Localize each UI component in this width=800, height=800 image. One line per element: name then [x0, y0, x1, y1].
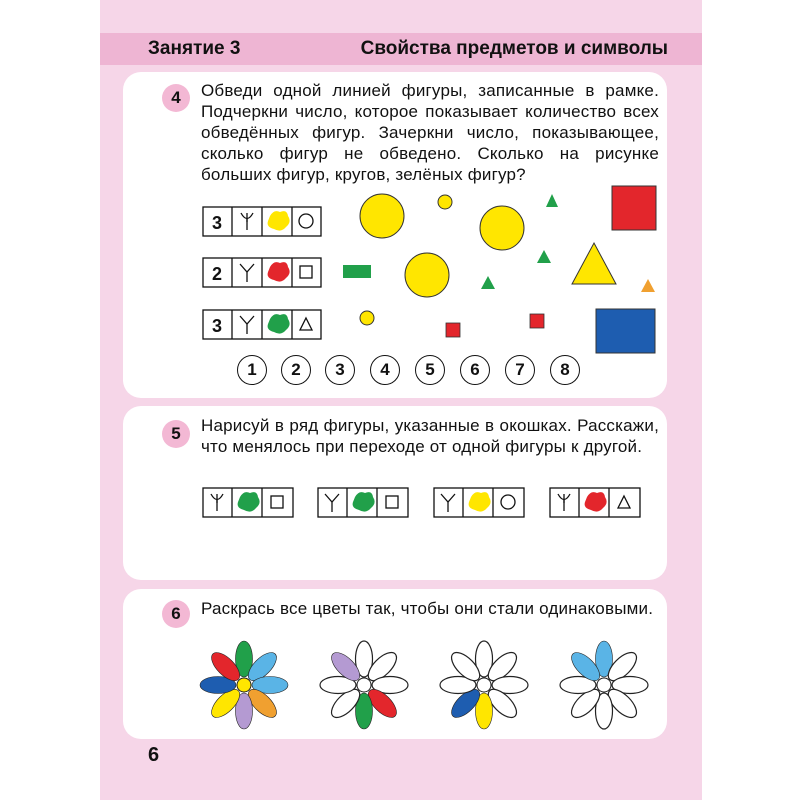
flower-1[interactable]	[200, 641, 288, 729]
flower-4[interactable]	[560, 641, 648, 729]
lesson-title: Занятие 3	[148, 38, 241, 59]
number-circle-5[interactable]: 5	[415, 355, 445, 385]
number-circle-3[interactable]: 3	[325, 355, 355, 385]
flower-center	[477, 678, 491, 692]
number-circle-4[interactable]: 4	[370, 355, 400, 385]
box-3-count: 3	[211, 316, 223, 336]
box-2-count: 2	[211, 264, 223, 284]
number-circle-8[interactable]: 8	[550, 355, 580, 385]
flower-center	[357, 678, 371, 692]
task-5-text: Нарисуй в ряд фигуры, указанные в окошках. Расскажи, что менялось при переходе от одной фигуры к другой.	[201, 416, 659, 456]
number-circle-7[interactable]: 7	[505, 355, 535, 385]
task-5-number: 5	[162, 420, 190, 448]
topic-title: Свойства предметов и символы	[360, 38, 668, 59]
task-6-number: 6	[162, 600, 190, 628]
task-4-text: Обведи одной линией фигуры, записанные в рамке. Подчеркни число, которое показывает количество всех обведённых фигур. Зачеркни число, показывающее, сколько фигур не обведено. Сколько на рисунке больших фигур, кругов, зелёных фигур?	[201, 81, 659, 184]
page-number: 6	[148, 744, 160, 766]
flower-center	[237, 678, 251, 692]
box-1-count: 3	[211, 213, 223, 233]
task-6-text: Раскрась все цветы так, чтобы они стали одинаковыми.	[201, 599, 654, 618]
number-circle-1[interactable]: 1	[237, 355, 267, 385]
flower-3[interactable]	[440, 641, 528, 729]
number-circle-2[interactable]: 2	[281, 355, 311, 385]
flower-2[interactable]	[320, 641, 408, 729]
number-circle-6[interactable]: 6	[460, 355, 490, 385]
flower-center	[597, 678, 611, 692]
task-4-number: 4	[162, 84, 190, 112]
